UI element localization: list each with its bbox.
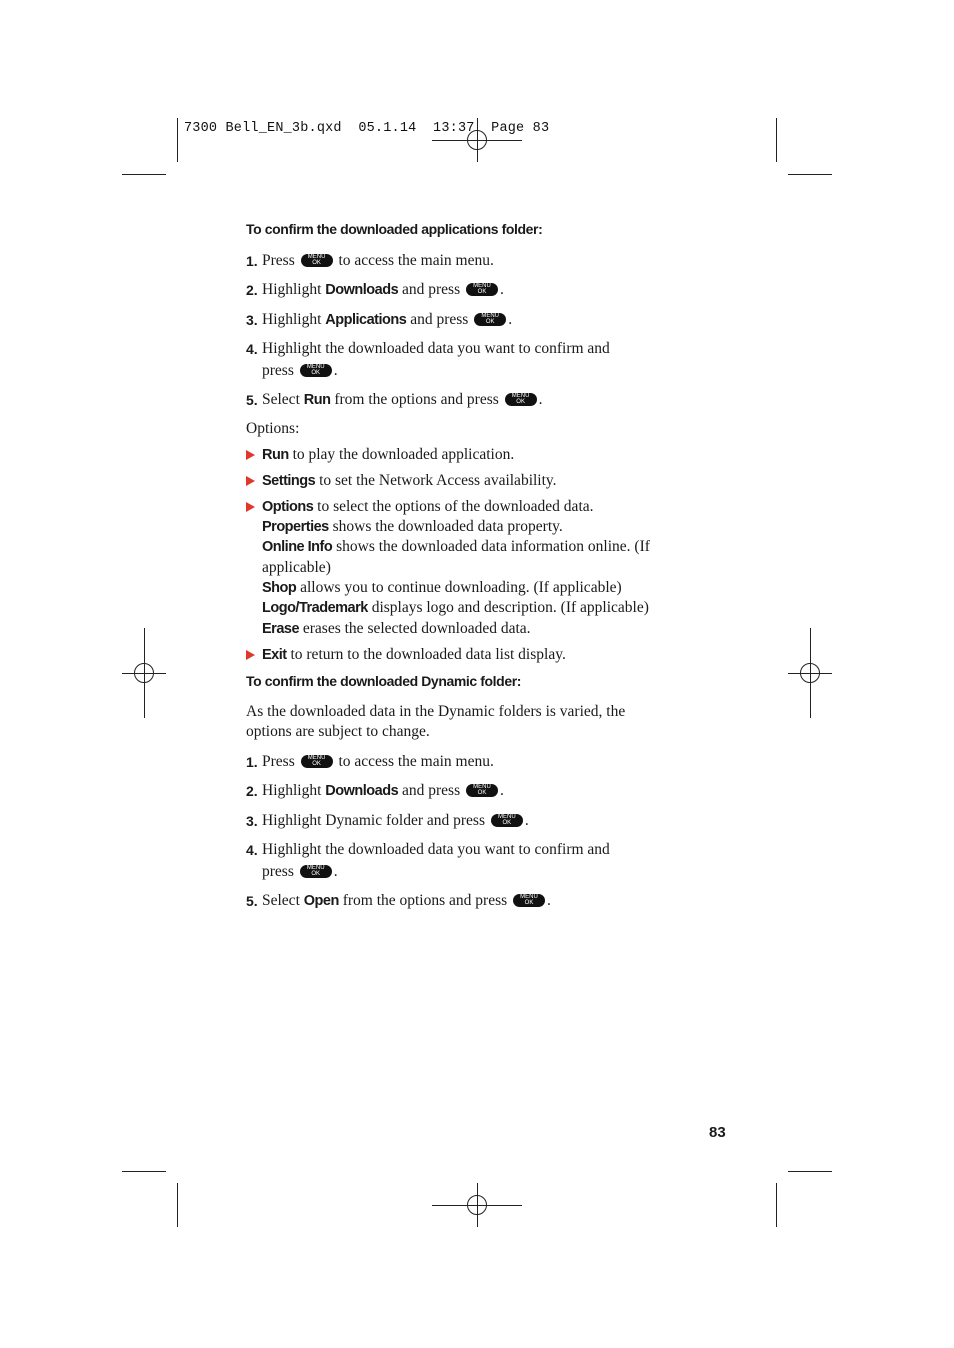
options-label: Options: xyxy=(246,420,300,437)
crop-mark xyxy=(177,118,178,162)
menu-ok-key-icon: MENU OK xyxy=(300,364,332,377)
bullet-triangle-icon xyxy=(246,450,255,460)
section-heading: To confirm the downloaded Dynamic folder: xyxy=(246,673,522,689)
menu-ok-key-icon: MENU OK xyxy=(301,755,333,768)
menu-ok-key-icon: MENU OK xyxy=(491,814,523,827)
crop-mark xyxy=(788,1171,832,1172)
menu-ok-key-icon: MENU OK xyxy=(466,283,498,296)
print-slug: 7300 Bell_EN_3b.qxd 05.1.14 13:37 Page 83 xyxy=(184,121,550,136)
menu-ok-key-icon: MENU OK xyxy=(300,865,332,878)
page-number: 83 xyxy=(709,1124,726,1141)
menu-ok-key-icon: MENU OK xyxy=(301,254,333,267)
crop-mark xyxy=(177,1183,178,1227)
menu-ok-key-icon: MENU OK xyxy=(513,894,545,907)
crop-mark xyxy=(788,174,832,175)
bullet-triangle-icon xyxy=(246,476,255,486)
menu-ok-key-icon: MENU OK xyxy=(474,313,506,326)
bullet-triangle-icon xyxy=(246,502,255,512)
menu-ok-key-icon: MENU OK xyxy=(466,784,498,797)
section-heading: To confirm the downloaded applications folder: xyxy=(246,221,543,237)
intro-text: As the downloaded data in the Dynamic folders is varied, the xyxy=(246,703,626,720)
crop-mark xyxy=(776,1183,777,1227)
crop-mark xyxy=(122,1171,166,1172)
menu-ok-key-icon: MENU OK xyxy=(505,393,537,406)
crop-mark xyxy=(122,174,166,175)
bullet-triangle-icon xyxy=(246,650,255,660)
crop-mark xyxy=(776,118,777,162)
intro-text: options are subject to change. xyxy=(246,723,430,740)
